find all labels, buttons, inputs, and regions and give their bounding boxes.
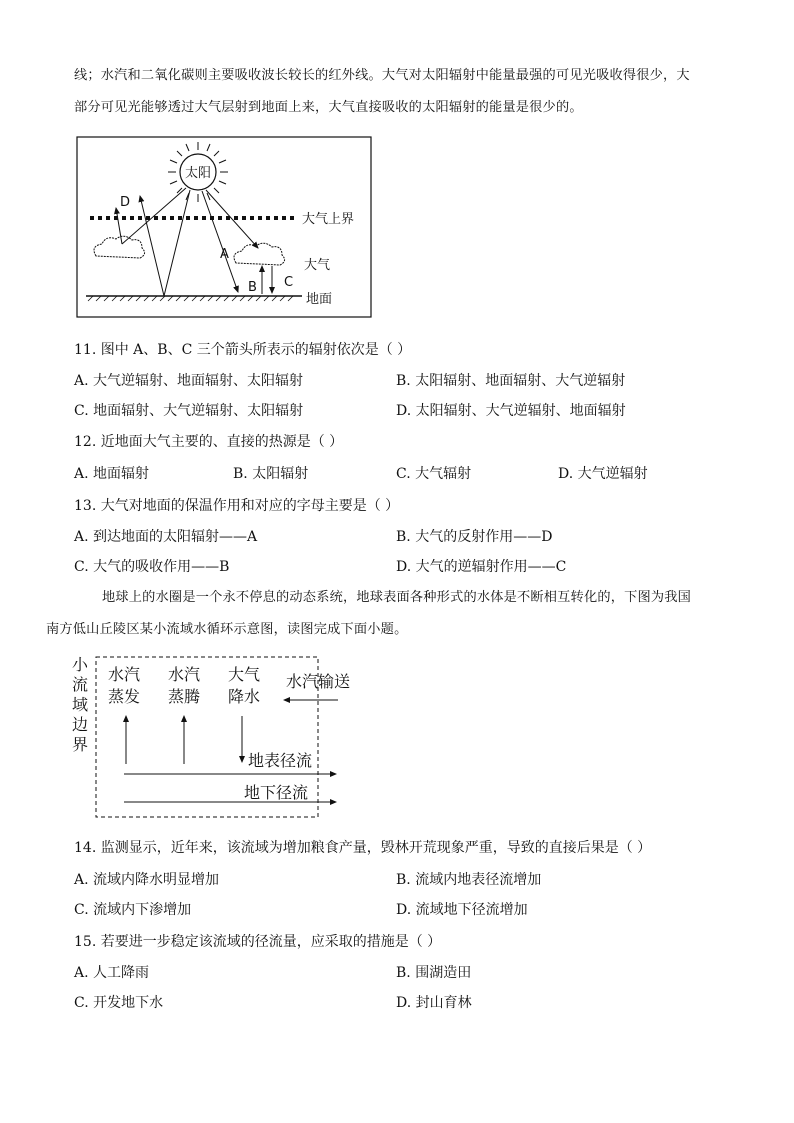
cloud-right-icon — [234, 243, 285, 265]
transpiration-label-2: 蒸腾 — [168, 687, 201, 706]
question-11-option-a[interactable]: A. 大气逆辐射、地面辐射、太阳辐射 — [74, 373, 304, 389]
question-13-stem: 13. 大气对地面的保温作用和对应的字母主要是（ ） — [74, 498, 400, 514]
boundary-char-3: 域 — [72, 695, 89, 714]
question-12-stem: 12. 近地面大气主要的、直接的热源是（ ） — [74, 434, 344, 450]
question-15-option-d[interactable]: D. 封山育林 — [396, 995, 472, 1011]
question-14-option-c[interactable]: C. 流域内下渗增加 — [74, 902, 192, 918]
boundary-char-4: 边 — [72, 715, 89, 734]
ray-to-ground — [164, 190, 190, 296]
intro-line-1: 线；水汽和二氧化碳则主要吸收波长较长的红外线。大气对太阳辐射中能量最强的可见光吸收得很少，大 — [74, 68, 690, 83]
question-11-option-b[interactable]: B. 太阳辐射、地面辐射、大气逆辐射 — [396, 373, 626, 389]
transpiration-label-1: 水汽 — [168, 665, 201, 684]
question-12-option-a[interactable]: A. 地面辐射 — [74, 466, 150, 482]
question-13-option-d[interactable]: D. 大气的逆辐射作用——C — [396, 559, 567, 575]
precipitation-label-1: 大气 — [228, 665, 261, 684]
boundary-char-2: 流 — [72, 675, 89, 694]
question-11-stem: 11. 图中 A、B、C 三个箭头所表示的辐射依次是（ ） — [74, 342, 412, 358]
question-15-stem: 15. 若要进一步稳定该流域的径流量，应采取的措施是（ ） — [74, 934, 442, 950]
intro-paragraph — [74, 60, 724, 124]
evaporation-label-1: 水汽 — [108, 665, 141, 684]
water-cycle-diagram — [70, 654, 370, 820]
label-c: C — [284, 275, 294, 290]
question-13-option-a[interactable]: A. 到达地面的太阳辐射——A — [74, 529, 258, 545]
evaporation-label-2: 蒸发 — [108, 687, 141, 706]
diagram-frame — [77, 137, 371, 317]
radiation-diagram — [76, 136, 372, 318]
question-12-option-c[interactable]: C. 大气辐射 — [396, 466, 472, 482]
atmosphere-label: 大气 — [304, 258, 331, 273]
question-12-option-d[interactable]: D. 大气逆辐射 — [558, 466, 648, 482]
cloud-left-icon — [94, 236, 145, 258]
intro2-line-2: 南方低山丘陵区某小流域水循环示意图，读图完成下面小题。 — [46, 622, 408, 637]
vapor-transport-label: 水汽输送 — [286, 672, 351, 691]
question-14-option-b[interactable]: B. 流域内地表径流增加 — [396, 872, 542, 888]
question-15-option-b[interactable]: B. 围湖造田 — [396, 965, 472, 981]
intro2-line-1: 地球上的水圈是一个永不停息的动态系统，地球表面各种形式的水体是不断相互转化的，下图为我国 — [102, 590, 692, 605]
question-15-option-a[interactable]: A. 人工降雨 — [74, 965, 150, 981]
question-11-option-d[interactable]: D. 太阳辐射、大气逆辐射、地面辐射 — [396, 403, 626, 419]
question-14-option-a[interactable]: A. 流域内降水明显增加 — [74, 872, 220, 888]
sun-label: 太阳 — [184, 166, 212, 181]
question-13-option-b[interactable]: B. 大气的反射作用——D — [396, 529, 553, 545]
question-14-stem: 14. 监测显示，近年来，该流域为增加粮食产量，毁林开荒现象严重，导致的直接后果是（ ） — [74, 840, 652, 856]
precipitation-label-2: 降水 — [228, 687, 261, 706]
question-14-option-d[interactable]: D. 流域地下径流增加 — [396, 902, 528, 918]
boundary-char-1: 小 — [72, 655, 89, 674]
intro2-paragraph — [46, 582, 724, 646]
question-13-option-c[interactable]: C. 大气的吸收作用——B — [74, 559, 230, 575]
underground-runoff-label: 地下径流 — [244, 783, 309, 802]
ground-label: 地面 — [306, 292, 333, 307]
boundary-char-5: 界 — [72, 735, 89, 754]
surface-runoff-label: 地表径流 — [248, 751, 313, 770]
label-a: A — [220, 247, 229, 262]
label-b: B — [248, 280, 257, 295]
atmosphere-top-label: 大气上界 — [302, 212, 355, 227]
question-11-option-c[interactable]: C. 地面辐射、大气逆辐射、太阳辐射 — [74, 403, 304, 419]
intro-line-2: 部分可见光能够透过大气层射到地面上来，大气直接吸收的太阳辐射的能量是很少的。 — [74, 100, 583, 115]
label-d: D — [120, 195, 131, 210]
question-12-option-b[interactable]: B. 太阳辐射 — [233, 466, 309, 482]
question-15-option-c[interactable]: C. 开发地下水 — [74, 995, 164, 1011]
